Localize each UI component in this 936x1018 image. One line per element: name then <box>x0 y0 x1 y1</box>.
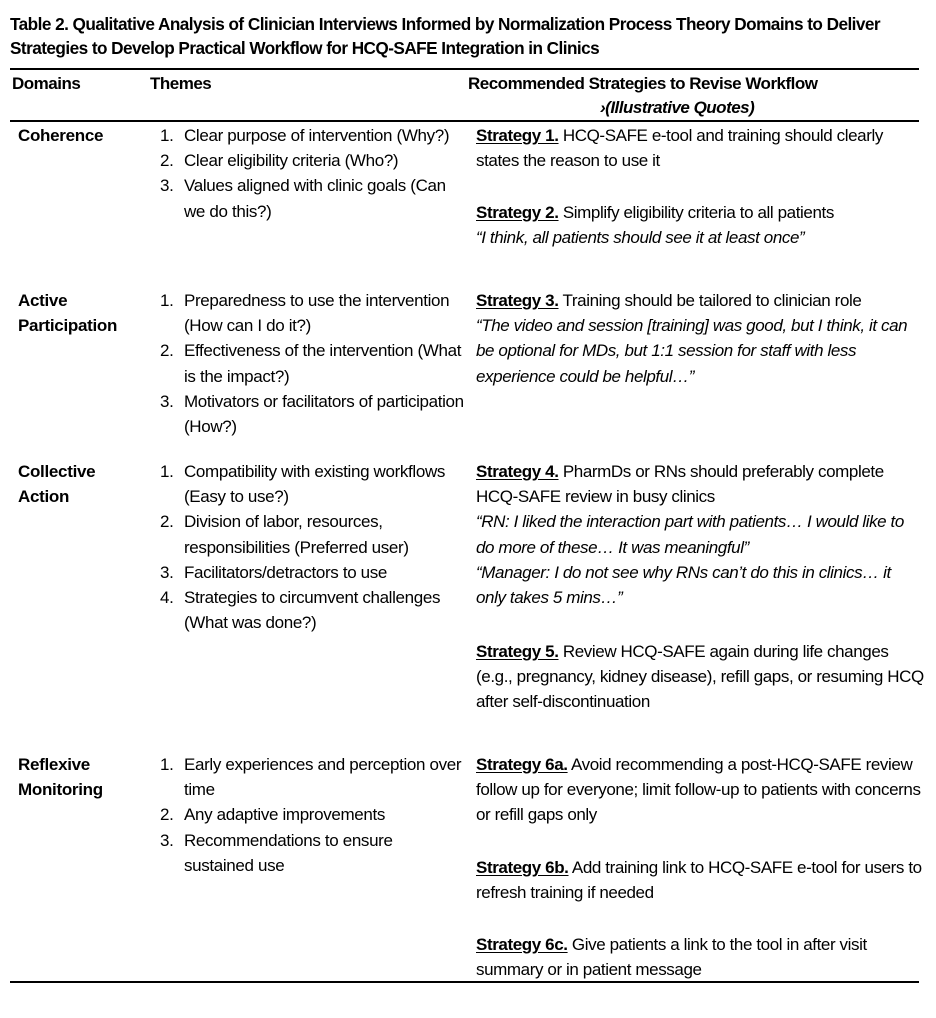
illustrative-quote: “RN: I liked the interaction part with patients… I would like to do more of these… It was meaningful” <box>476 512 904 557</box>
theme-item: 3. Motivators or facilitators of participation (How?) <box>160 391 464 437</box>
illustrative-quote: “Manager: I do not see why RNs can’t do this in clinics… it only takes 5 mins…” <box>476 562 891 608</box>
domain-label: Participation <box>18 316 118 335</box>
themes-collective-action <box>160 459 465 635</box>
domain-label: Reflexive <box>18 755 90 774</box>
theme-item: 4. Strategies to circumvent challenges (What was done?) <box>160 588 441 633</box>
table-bottom-rule <box>10 981 919 983</box>
table-caption: Table 2. Qualitative Analysis of Clinician Interviews Informed by Normalization Process Theory Domains to Deliver Strategies to Develop Practical Workflow for HCQ-SAFE Integration in Clinics <box>10 14 881 58</box>
themes-coherence <box>160 123 465 224</box>
domain-active-participation <box>18 288 143 338</box>
strategy-2: Strategy 2. Simplify eligibility criteria to all patients “I think, all patients should see it at least once” <box>476 200 924 250</box>
theme-item: 1. Early experiences and perception over time <box>160 755 462 800</box>
strategy-6c: Strategy 6c. Give patients a link to the tool in after visit summary or in patient message <box>476 935 867 980</box>
domain-label: Coherence <box>18 126 104 145</box>
theme-item: 2. Division of labor, resources, responsibilities (Preferred user) <box>160 512 409 557</box>
theme-item: 3. Values aligned with clinic goals (Can we do this?) <box>160 176 446 221</box>
domain-collective-action <box>18 459 143 509</box>
table-top-rule <box>10 68 919 70</box>
header-divider <box>10 120 919 122</box>
themes-reflexive-monitoring <box>160 752 465 878</box>
theme-item: 2. Any adaptive improvements <box>160 805 386 825</box>
strategy-4: Strategy 4. PharmDs or RNs should preferably complete HCQ-SAFE review in busy clinics “RN: I liked the interaction part with patients… I would like to do more of these… It was meaningful” “Manager: I do not see why RNs can’t do this in clinics… it only takes 5 mins…” <box>476 459 924 610</box>
strategy-1: Strategy 1. HCQ-SAFE e-tool and training should clearly states the reason to use it <box>476 126 883 171</box>
theme-item: 3. Facilitators/detractors to use <box>160 562 388 582</box>
domain-coherence <box>18 123 143 148</box>
header-themes: Themes <box>150 74 212 93</box>
domain-label: Collective <box>18 462 96 481</box>
illustrative-quote: “I think, all patients should see it at least once” <box>476 228 805 248</box>
domain-label: Active <box>18 291 68 310</box>
strategy-6b: Strategy 6b. Add training link to HCQ-SAFE e-tool for users to refresh training if needed <box>476 858 922 903</box>
theme-item: 1. Preparedness to use the intervention (How can I do it?) <box>160 291 450 336</box>
header-illustrative-quotes: ›(Illustrative Quotes) <box>600 98 755 117</box>
domain-label: Action <box>18 487 70 506</box>
strategy-5: Strategy 5. Review HCQ-SAFE again during life changes (e.g., pregnancy, kidney disease), refill gaps, or resuming HCQ after self-discontinuation <box>476 642 924 712</box>
theme-item: 3. Recommendations to ensure sustained use <box>160 830 393 875</box>
domain-reflexive-monitoring <box>18 752 143 802</box>
theme-item: 1. Compatibility with existing workflows (Easy to use?) <box>160 462 446 507</box>
header-domains: Domains <box>12 74 81 93</box>
header-strategies: Recommended Strategies to Revise Workflow <box>468 74 818 93</box>
strategy-3: Strategy 3. Training should be tailored to clinician role “The video and session [training] was good, but I think, it can be optional for MDs, but 1:1 session for staff with less experience could be helpful…” <box>476 288 924 389</box>
themes-active-participation <box>160 288 465 439</box>
domain-label: Monitoring <box>18 780 103 799</box>
illustrative-quote: “The video and session [training] was good, but I think, it can be optional for MDs, but 1:1 session for staff with less experience could be helpful…” <box>476 316 908 386</box>
strategy-6a: Strategy 6a. Avoid recommending a post-HCQ-SAFE review follow up for everyone; limit follow-up to patients with concerns or refill gaps only <box>476 755 921 825</box>
theme-item: 1. Clear purpose of intervention (Why?) <box>160 126 450 145</box>
theme-item: 2. Effectiveness of the intervention (What is the impact?) <box>160 341 462 386</box>
theme-item: 2. Clear eligibility criteria (Who?) <box>160 151 399 171</box>
